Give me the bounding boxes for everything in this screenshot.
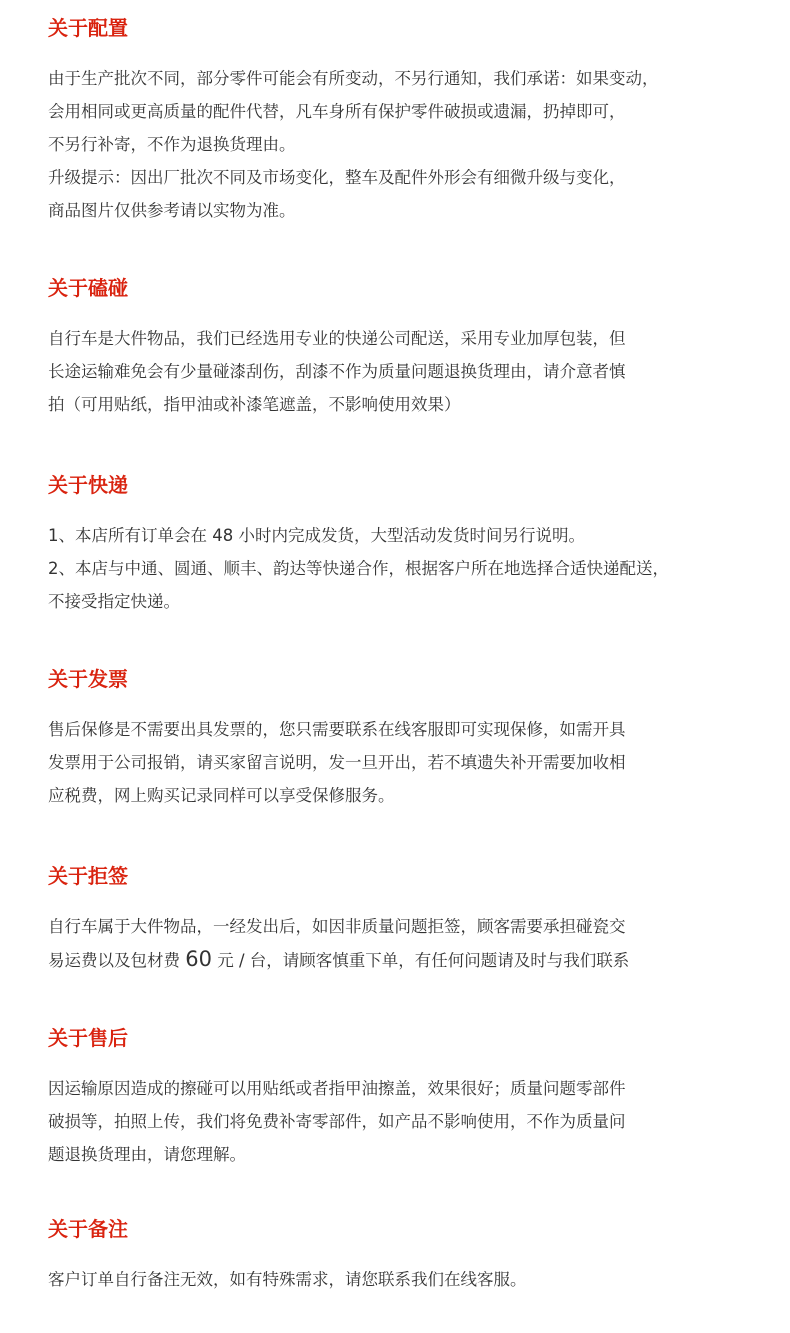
paragraph-line: 客户订单自行备注无效，如有特殊需求，请您联系我们在线客服。	[48, 1270, 527, 1289]
section-body-invoice	[48, 713, 764, 812]
section-title-delivery: 关于快递	[48, 473, 128, 497]
section-aftersales	[48, 1026, 764, 1171]
section-body-refusal	[48, 910, 764, 976]
paragraph-line-with-price	[48, 943, 764, 976]
section-body-delivery	[48, 519, 764, 618]
section-remarks	[48, 1217, 764, 1296]
paragraph-line: 拍（可用贴纸，指甲油或补漆笔遮盖，不影响使用效果）	[48, 395, 461, 414]
paragraph-line: 不另行补寄，不作为退换货理由。	[48, 135, 296, 154]
section-config	[48, 16, 764, 227]
paragraph-line: 不接受指定快递。	[48, 592, 180, 611]
paragraph-line: 自行车是大件物品，我们已经选用专业的快递公司配送，采用专业加厚包装，但	[48, 329, 626, 348]
section-title-config: 关于配置	[48, 16, 128, 40]
paragraph-line: 长途运输难免会有少量碰漆刮伤，刮漆不作为质量问题退换货理由，请介意者慎	[48, 362, 626, 381]
section-body-aftersales	[48, 1072, 764, 1171]
section-delivery	[48, 473, 764, 618]
section-bump	[48, 276, 764, 421]
section-invoice	[48, 667, 764, 812]
paragraph-line: 破损等，拍照上传，我们将免费补寄零部件，如产品不影响使用，不作为质量问	[48, 1112, 626, 1131]
text-before-price: 易运费以及包材费	[48, 951, 186, 970]
paragraph-line: 升级提示：因出厂批次不同及市场变化，整车及配件外形会有细微升级与变化，	[48, 168, 626, 187]
section-title-remarks: 关于备注	[48, 1217, 128, 1241]
paragraph-line: 题退换货理由，请您理解。	[48, 1145, 246, 1164]
section-body-remarks	[48, 1263, 764, 1296]
paragraph-line: 1、本店所有订单会在 48 小时内完成发货，大型活动发货时间另行说明。	[48, 526, 585, 545]
section-body-config	[48, 62, 764, 227]
paragraph-line: 商品图片仅供参考请以实物为准。	[48, 201, 296, 220]
paragraph-line: 自行车属于大件物品，一经发出后，如因非质量问题拒签，顾客需要承担碰瓷交	[48, 917, 626, 936]
paragraph-line: 会用相同或更高质量的配件代替，凡车身所有保护零件破损或遗漏，扔掉即可，	[48, 102, 626, 121]
packaging-price: 60	[185, 947, 212, 971]
paragraph-line: 因运输原因造成的擦碰可以用贴纸或者指甲油擦盖，效果很好；质量问题零部件	[48, 1079, 626, 1098]
paragraph-line: 售后保修是不需要出具发票的，您只需要联系在线客服即可实现保修，如需开具	[48, 720, 626, 739]
text-after-price: 元 / 台，请顾客慎重下单，有任何问题请及时与我们联系	[211, 951, 630, 970]
paragraph-line: 2、本店与中通、圆通、顺丰、韵达等快递合作，根据客户所在地选择合适快递配送，	[48, 559, 669, 578]
section-title-bump: 关于磕碰	[48, 276, 128, 300]
section-title-invoice: 关于发票	[48, 667, 128, 691]
section-refusal	[48, 864, 764, 976]
paragraph-line: 发票用于公司报销，请买家留言说明，发一旦开出，若不填遗失补开需要加收相	[48, 753, 626, 772]
section-body-bump	[48, 322, 764, 421]
paragraph-line: 由于生产批次不同，部分零件可能会有所变动，不另行通知，我们承诺：如果变动，	[48, 69, 659, 88]
section-title-aftersales: 关于售后	[48, 1026, 128, 1050]
section-title-refusal: 关于拒签	[48, 864, 128, 888]
paragraph-line: 应税费，网上购买记录同样可以享受保修服务。	[48, 786, 395, 805]
